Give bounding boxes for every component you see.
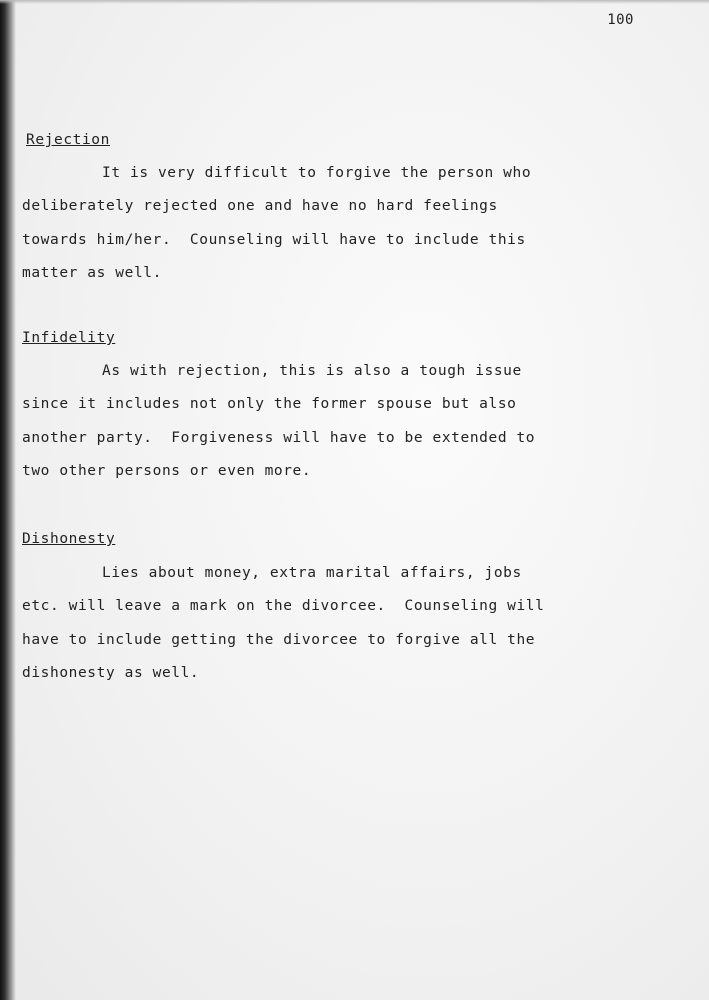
text-line: It is very difficult to forgive the person who <box>102 165 532 181</box>
section-body-rejection <box>22 157 622 290</box>
text-line: since it includes not only the former spouse but also <box>22 396 517 413</box>
text-line: have to include getting the divorcee to forgive all the <box>22 631 536 648</box>
section-body-dishonesty <box>22 557 622 690</box>
text-line: Lies about money, extra marital affairs, jobs <box>102 565 522 581</box>
scan-shadow-top <box>0 0 709 4</box>
section-heading-rejection: Rejection <box>26 132 110 148</box>
text-line: deliberately rejected one and have no hard feelings <box>22 198 498 215</box>
text-line: towards him/her. Counseling will have to include this <box>22 231 526 248</box>
text-line: two other persons or even more. <box>22 462 312 479</box>
page-number: 100 <box>607 12 634 28</box>
section-heading-infidelity: Infidelity <box>22 330 116 346</box>
text-line: etc. will leave a mark on the divorcee. Counseling will <box>22 598 545 615</box>
text-line: matter as well. <box>22 264 162 281</box>
text-line: another party. Forgiveness will have to be extended to <box>22 429 536 446</box>
text-line: As with rejection, this is also a tough issue <box>102 363 522 379</box>
text-line: dishonesty as well. <box>22 664 200 681</box>
scan-shadow-left <box>0 0 16 1000</box>
section-body-infidelity <box>22 355 622 488</box>
section-heading-dishonesty: Dishonesty <box>22 531 116 547</box>
